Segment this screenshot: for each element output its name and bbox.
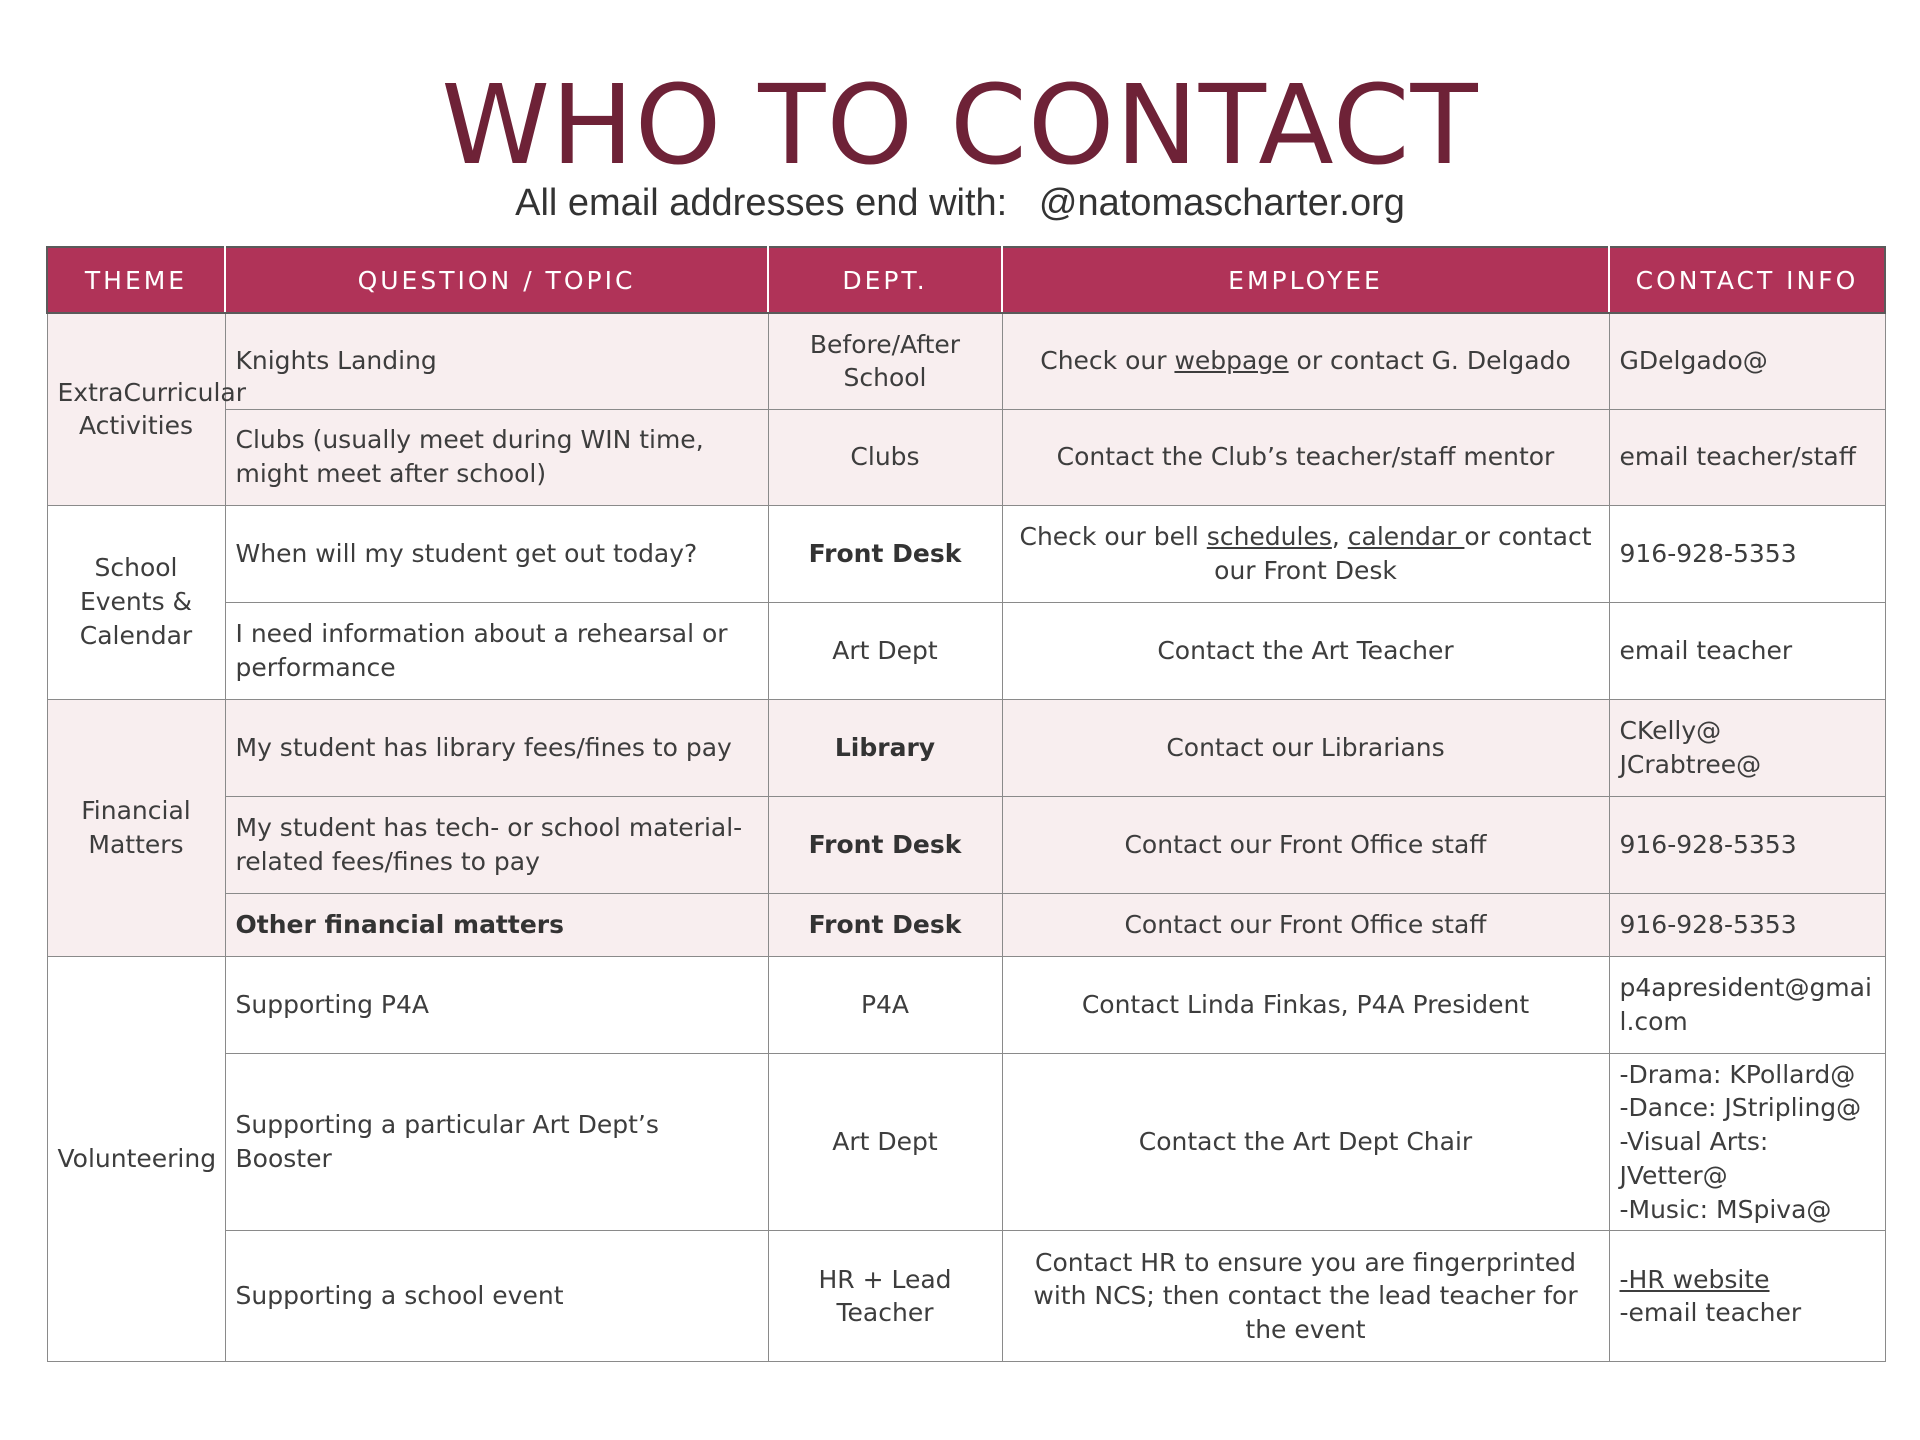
- employee-text: ,: [1331, 521, 1348, 551]
- table-row: [47, 505, 1885, 602]
- topic-cell: Clubs (usually meet during WIN time, might meet after school): [225, 409, 768, 505]
- contact-cell: [1609, 1053, 1885, 1231]
- dept-cell: Front Desk: [768, 505, 1002, 602]
- topic-cell: My student has tech- or school material-related fees/fines to pay: [225, 796, 768, 893]
- theme-cell: ExtraCurricular Activities: [47, 313, 225, 505]
- schedules-link[interactable]: schedules: [1206, 521, 1332, 551]
- employee-cell: Contact the Art Dept Chair: [1002, 1053, 1609, 1231]
- contact-cell: 916-928-5353: [1609, 505, 1885, 602]
- employee-cell: Contact our Front Office staff: [1002, 796, 1609, 893]
- contact-line: -Music: MSpiva@: [1619, 1194, 1832, 1224]
- calendar-link[interactable]: calendar: [1347, 521, 1465, 551]
- employee-cell: [1002, 505, 1609, 602]
- employee-cell: Contact Linda Finkas, P4A President: [1002, 956, 1609, 1053]
- dept-cell: Before/After School: [768, 313, 1002, 409]
- dept-cell: Art Dept: [768, 602, 1002, 699]
- table-row: [47, 1231, 1885, 1362]
- dept-cell: HR + Lead Teacher: [768, 1231, 1002, 1362]
- table-row: [47, 602, 1885, 699]
- table-header-row: [47, 247, 1885, 313]
- header-employee: EMPLOYEE: [1002, 247, 1609, 313]
- contact-cell: GDelgado@: [1609, 313, 1885, 409]
- employee-cell: Contact our Front Office staff: [1002, 893, 1609, 956]
- table-row: [47, 1053, 1885, 1231]
- employee-cell: Contact the Club’s teacher/staff mentor: [1002, 409, 1609, 505]
- table-row: [47, 956, 1885, 1053]
- contact-line: -email teacher: [1619, 1298, 1802, 1328]
- topic-cell: Other financial matters: [225, 893, 768, 956]
- dept-cell: Clubs: [768, 409, 1002, 505]
- dept-cell: P4A: [768, 956, 1002, 1053]
- table-row: [47, 796, 1885, 893]
- contact-cell: email teacher/staff: [1609, 409, 1885, 505]
- table-row: [47, 313, 1885, 409]
- header-dept: DEPT.: [768, 247, 1002, 313]
- contact-table: [46, 246, 1886, 1362]
- employee-cell: Contact our Librarians: [1002, 699, 1609, 796]
- topic-cell: I need information about a rehearsal or performance: [225, 602, 768, 699]
- contact-cell: [1609, 1231, 1885, 1362]
- header-contact-info: CONTACT INFO: [1609, 247, 1885, 313]
- dept-cell: Art Dept: [768, 1053, 1002, 1231]
- dept-cell: Library: [768, 699, 1002, 796]
- employee-cell: Contact HR to ensure you are fingerprinted with NCS; then contact the lead teacher for the event: [1002, 1231, 1609, 1362]
- theme-cell: School Events & Calendar: [47, 505, 225, 699]
- topic-cell: Knights Landing: [225, 313, 768, 409]
- table-row: [47, 893, 1885, 956]
- contact-cell: email teacher: [1609, 602, 1885, 699]
- dept-cell: Front Desk: [768, 893, 1002, 956]
- employee-cell: Contact the Art Teacher: [1002, 602, 1609, 699]
- page-title: WHO TO CONTACT: [441, 61, 1479, 189]
- dept-cell: Front Desk: [768, 796, 1002, 893]
- contact-line: -Visual Arts: JVetter@: [1619, 1127, 1769, 1190]
- employee-text: Check our: [1040, 346, 1175, 376]
- employee-text: or contact our Front Desk: [1214, 521, 1592, 585]
- email-domain-note: All email addresses end with: @natomascharter.org: [515, 182, 1405, 224]
- contact-line: -Dance: JStripling@: [1619, 1093, 1862, 1123]
- contact-line: JCrabtree@: [1619, 749, 1762, 779]
- topic-cell: My student has library fees/fines to pay: [225, 699, 768, 796]
- topic-cell: When will my student get out today?: [225, 505, 768, 602]
- contact-line: CKelly@: [1619, 715, 1722, 745]
- topic-cell: Supporting P4A: [225, 956, 768, 1053]
- employee-cell: [1002, 313, 1609, 409]
- contact-cell: [1609, 699, 1885, 796]
- employee-text: Check our bell: [1019, 521, 1207, 551]
- contact-cell: 916-928-5353: [1609, 893, 1885, 956]
- contact-cell: p4apresident@gmail.com: [1609, 956, 1885, 1053]
- employee-text: or contact G. Delgado: [1288, 346, 1571, 376]
- topic-cell: Supporting a particular Art Dept’s Booster: [225, 1053, 768, 1231]
- contact-line: -Drama: KPollard@: [1619, 1059, 1856, 1089]
- topic-cell: Supporting a school event: [225, 1231, 768, 1362]
- hr-website-link[interactable]: -HR website: [1619, 1264, 1770, 1294]
- table-row: [47, 699, 1885, 796]
- table-row: [47, 409, 1885, 505]
- contact-cell: 916-928-5353: [1609, 796, 1885, 893]
- theme-cell: Financial Matters: [47, 699, 225, 956]
- webpage-link[interactable]: webpage: [1174, 346, 1289, 376]
- header-question-topic: QUESTION / TOPIC: [225, 247, 768, 313]
- header-theme: THEME: [47, 247, 225, 313]
- theme-cell: Volunteering: [47, 956, 225, 1362]
